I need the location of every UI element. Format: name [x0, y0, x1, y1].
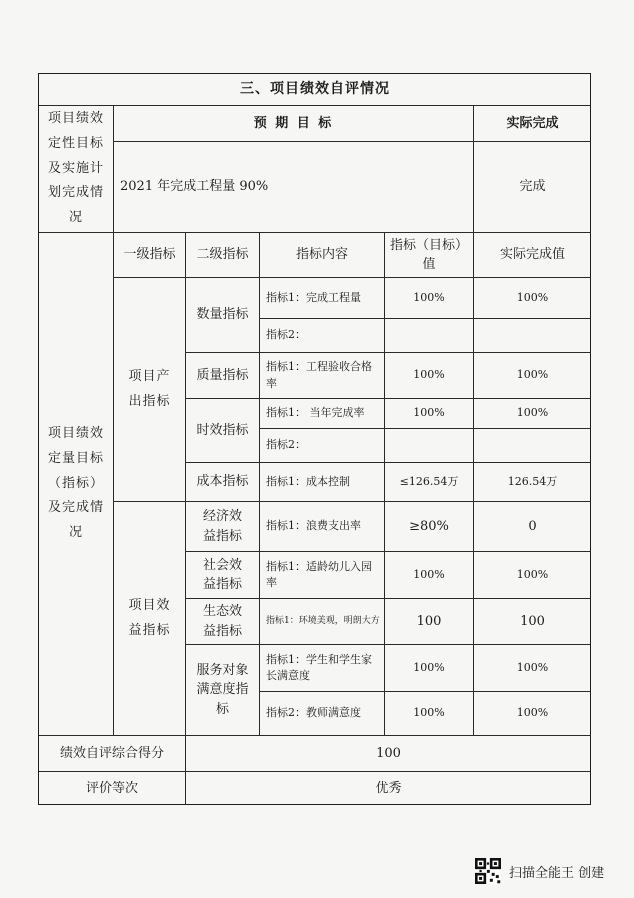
cost-target: ≤126.54万 [384, 462, 473, 501]
economic-actual: 0 [473, 501, 591, 551]
header-content: 指标内容 [259, 232, 384, 277]
quantity-indicator-label: 数量指标 [185, 277, 259, 352]
timeliness-row2-actual [473, 428, 591, 462]
benefit-indicator-label: 项目效益指标 [113, 501, 185, 735]
actual-header: 实际完成 [473, 105, 591, 141]
quantity-row2-content: 指标2： [259, 318, 384, 352]
watermark-text: 扫描全能王 创建 [509, 865, 605, 881]
quality-indicator-label: 质量指标 [185, 352, 259, 398]
overall-score-label: 绩效自评综合得分 [38, 735, 185, 771]
timeliness-row1-content: 指标1： 当年完成率 [259, 398, 384, 428]
economic-target: ≥80% [384, 501, 473, 551]
timeliness-row2-content: 指标2： [259, 428, 384, 462]
expected-value: 2021 年完成工程量 90% [113, 141, 473, 232]
satisfaction-row1-content: 指标1：学生和学生家长满意度 [259, 644, 384, 691]
satisfaction-indicator-label: 服务对象满意度指标 [185, 644, 259, 735]
timeliness-row1-target: 100% [384, 398, 473, 428]
cost-content: 指标1：成本控制 [259, 462, 384, 501]
header-actual: 实际完成值 [473, 232, 591, 277]
quality-content: 指标1：工程验收合格率 [259, 352, 384, 398]
expected-header: 预 期 目 标 [113, 105, 473, 141]
economic-indicator-label: 经济效益指标 [185, 501, 259, 551]
social-target: 100% [384, 551, 473, 598]
satisfaction-row2-target: 100% [384, 691, 473, 735]
satisfaction-row1-actual: 100% [473, 644, 591, 691]
actual-value: 完成 [473, 141, 591, 232]
quantitative-label: 项目绩效定量目标（指标）及完成情况 [38, 232, 113, 735]
rating-value: 优秀 [185, 771, 591, 805]
quality-target: 100% [384, 352, 473, 398]
scanner-watermark [475, 858, 604, 884]
satisfaction-row1-target: 100% [384, 644, 473, 691]
cost-indicator-label: 成本指标 [185, 462, 259, 501]
quantity-row2-target [384, 318, 473, 352]
ecological-target: 100 [384, 598, 473, 644]
header-target: 指标（目标）值 [384, 232, 473, 277]
social-actual: 100% [473, 551, 591, 598]
header-level1: 一级指标 [113, 232, 185, 277]
qr-code-icon [475, 858, 501, 884]
quantity-row1-target: 100% [384, 277, 473, 318]
satisfaction-row2-content: 指标2：教师满意度 [259, 691, 384, 735]
cost-actual: 126.54万 [473, 462, 591, 501]
rating-label: 评价等次 [38, 771, 185, 805]
social-content: 指标1：适龄幼儿入园率 [259, 551, 384, 598]
section-title: 三、项目绩效自评情况 [38, 73, 591, 105]
economic-content: 指标1：浪费支出率 [259, 501, 384, 551]
overall-score-value: 100 [185, 735, 591, 771]
quantity-row1-actual: 100% [473, 277, 591, 318]
satisfaction-row2-actual: 100% [473, 691, 591, 735]
ecological-content: 指标1：环境美观，明朗大方 [259, 598, 384, 644]
timeliness-indicator-label: 时效指标 [185, 398, 259, 462]
header-level2: 二级指标 [185, 232, 259, 277]
output-indicator-label: 项目产出指标 [113, 277, 185, 501]
quality-actual: 100% [473, 352, 591, 398]
quantity-row1-content: 指标1：完成工程量 [259, 277, 384, 318]
timeliness-row1-actual: 100% [473, 398, 591, 428]
ecological-indicator-label: 生态效益指标 [185, 598, 259, 644]
quantity-row2-actual [473, 318, 591, 352]
timeliness-row2-target [384, 428, 473, 462]
ecological-actual: 100 [473, 598, 591, 644]
qualitative-label: 项目绩效定性目标及实施计划完成情况 [38, 105, 113, 232]
social-indicator-label: 社会效益指标 [185, 551, 259, 598]
